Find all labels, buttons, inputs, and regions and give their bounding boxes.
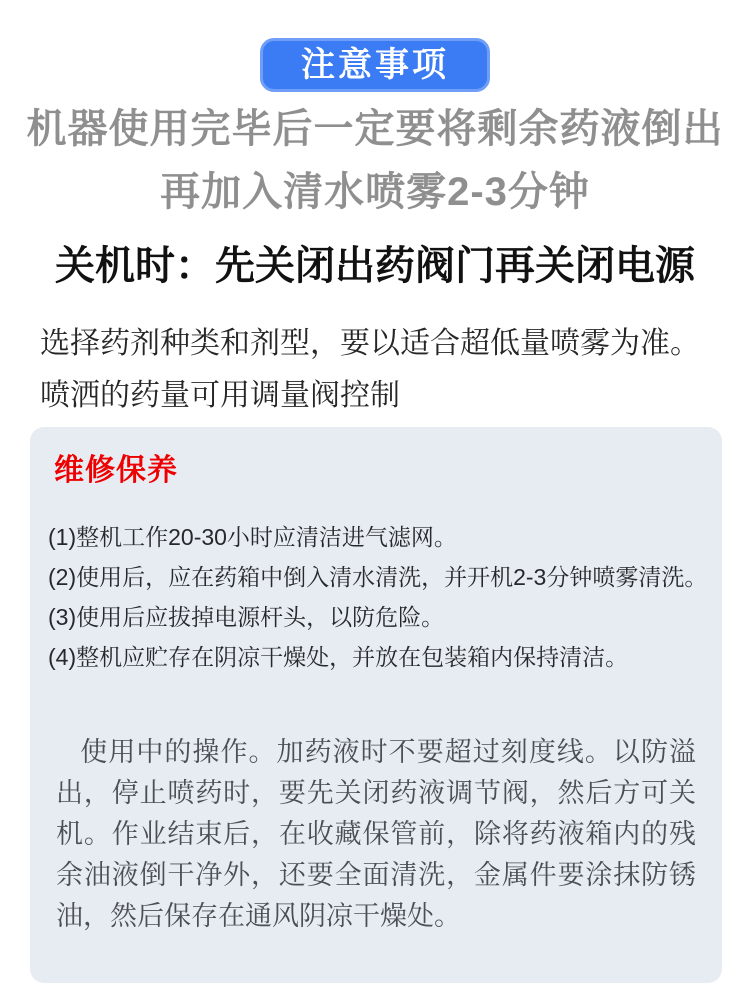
headline-spray-clean-water: 再加入清水喷雾2-3分钟 bbox=[160, 170, 590, 214]
shutdown-notice: 关机时：先关闭出药阀门再关闭电源 bbox=[55, 244, 695, 288]
precautions-badge-label: 注意事项 bbox=[301, 46, 449, 84]
maintenance-item-1: (1)整机工作20-30小时应清洁进气滤网。 bbox=[48, 524, 457, 550]
dosage-note-line1: 选择药剂种类和剂型，要以适合超低量喷雾为准。 bbox=[40, 327, 700, 360]
maintenance-item-2: (2)使用后，应在药箱中倒入清水清洗，并开机2-3分钟喷雾清洗。 bbox=[48, 564, 708, 590]
maintenance-title: 维修保养 bbox=[54, 454, 178, 487]
maintenance-item-4: (4)整机应贮存在阴凉干燥处，并放在包装箱内保持清洁。 bbox=[48, 644, 629, 670]
precautions-badge bbox=[260, 38, 490, 92]
operation-note-paragraph: 使用中的操作。加药液时不要超过刻度线。以防溢出，停止喷药时，要先关闭药液调节阀，然后方可关机。作业结束后，在收藏保管前，除将药液箱内的残余油液倒干净外，还要全面清洗，金属件要涂抹防锈油，然后保存在通风阴凉干燥处。 bbox=[56, 737, 696, 931]
maintenance-panel bbox=[30, 427, 722, 983]
maintenance-item-3: (3)使用后应拔掉电源杆头，以防危险。 bbox=[48, 604, 445, 630]
maintenance-list bbox=[48, 517, 714, 677]
headline-pour-out-liquid: 机器使用完毕后一定要将剩余药液倒出 bbox=[26, 107, 724, 151]
dosage-note-line2: 喷洒的药量可用调量阀控制 bbox=[40, 379, 400, 412]
